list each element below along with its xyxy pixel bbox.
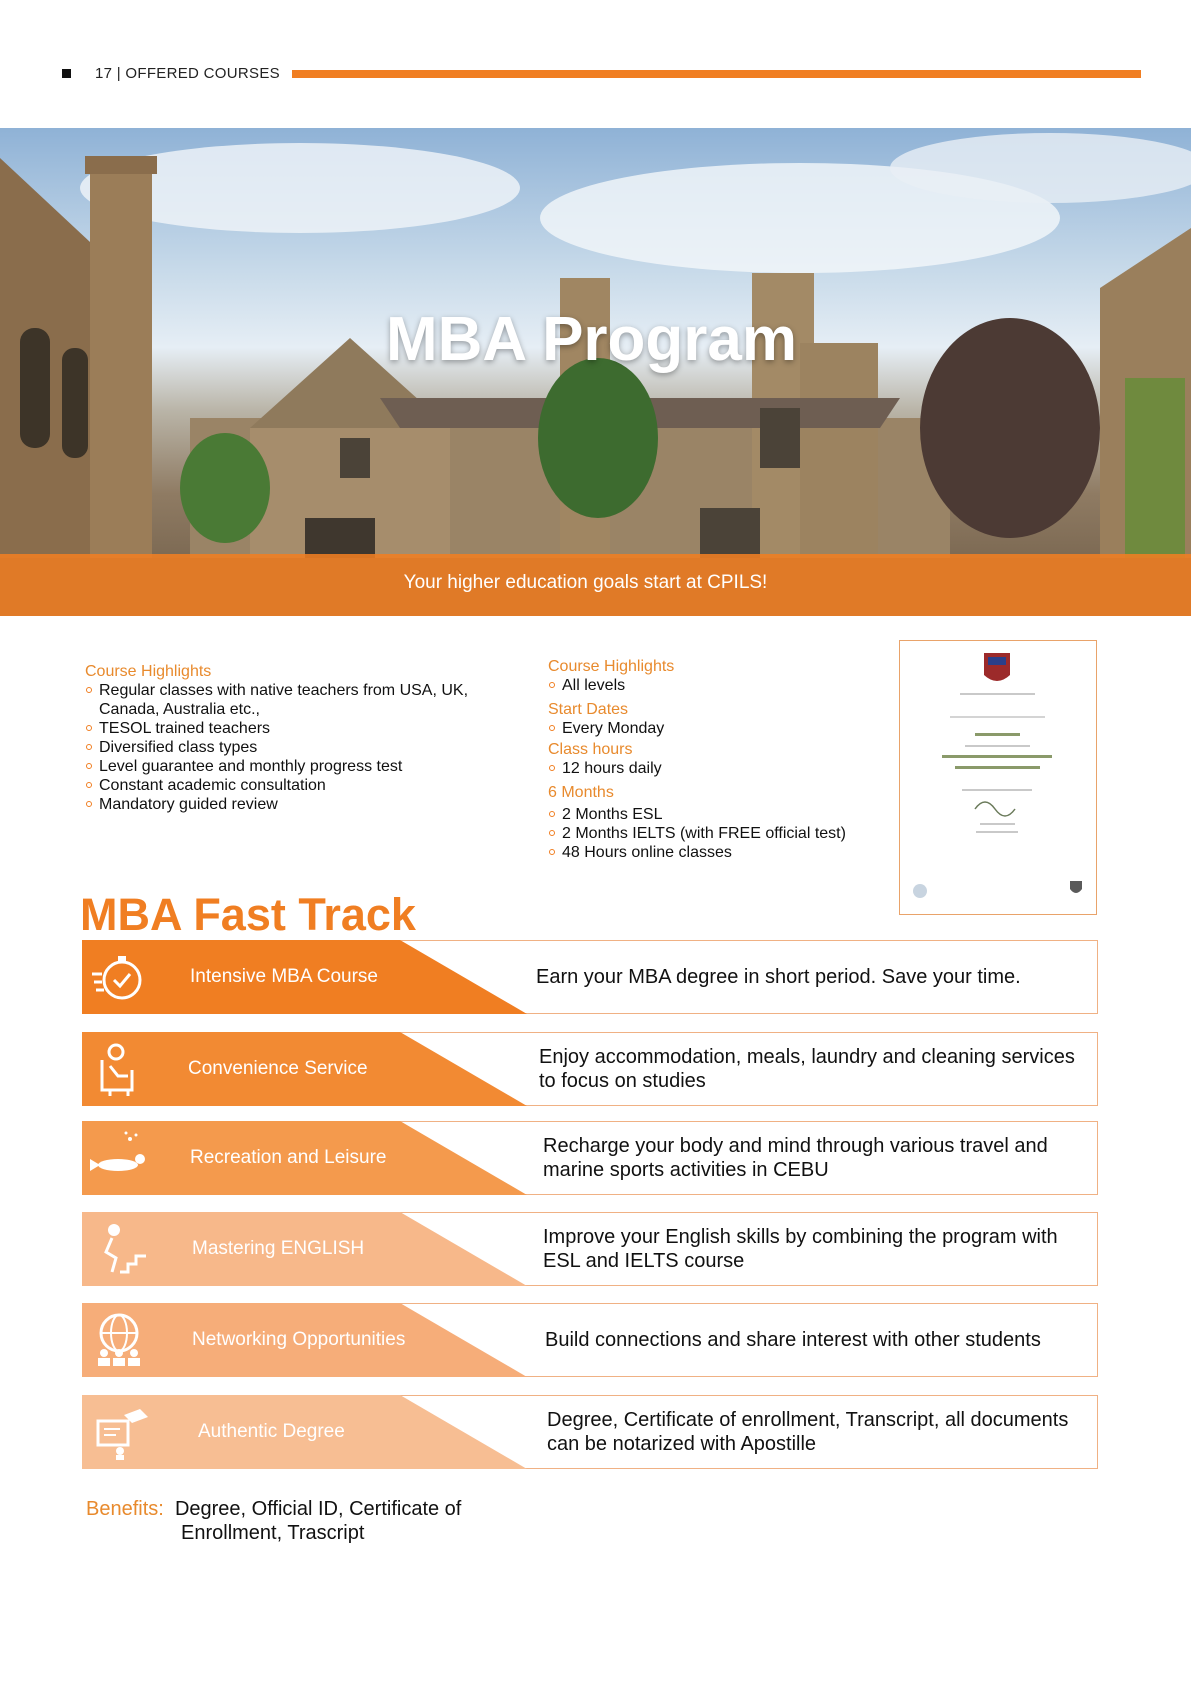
benefits-line-1: Degree, Official ID, Certificate of xyxy=(174,1498,462,1520)
fast-track-title: MBA Fast Track xyxy=(80,889,416,940)
list-item: Constant academic consultation xyxy=(85,776,485,795)
benefits xyxy=(86,1497,461,1545)
start-dates-section xyxy=(548,701,888,738)
list-item: 2 Months ESL xyxy=(548,805,888,824)
header-bar xyxy=(292,70,1141,78)
row-label: Recreation and Leisure xyxy=(190,1147,387,1168)
highlights-section xyxy=(548,658,888,695)
class-hours-section xyxy=(548,741,888,778)
fast-track-row-intensive-mba xyxy=(82,940,1098,1014)
climbing-stairs-icon xyxy=(90,1220,148,1278)
section-title: 6 Months xyxy=(548,784,614,801)
left-highlights-title: Course Highlights xyxy=(85,663,212,680)
right-course-highlights xyxy=(548,658,888,865)
section-title: Class hours xyxy=(548,741,633,758)
benefits-label: Benefits: xyxy=(86,1498,164,1520)
row-label: Authentic Degree xyxy=(198,1421,345,1442)
scuba-diver-icon xyxy=(90,1129,148,1187)
list-item: TESOL trained teachers xyxy=(85,719,485,738)
list-item: Mandatory guided review xyxy=(85,795,485,814)
hero-title: MBA Program xyxy=(385,305,798,374)
left-highlights-list xyxy=(85,681,485,814)
list-item: 48 Hours online classes xyxy=(548,843,888,862)
section-title: Start Dates xyxy=(548,701,629,718)
row-description: Recharge your body and mind through various travel and marine sports activities in CEBU xyxy=(543,1135,1048,1181)
fast-track-row-convenience-service xyxy=(82,1032,1098,1106)
row-description: Build connections and share interest with other students xyxy=(545,1329,1041,1351)
list-item: 2 Months IELTS (with FREE official test) xyxy=(548,824,888,843)
fast-track-row-mastering-english xyxy=(82,1212,1098,1286)
list-item: All levels xyxy=(548,676,888,695)
list-item: Level guarantee and monthly progress test xyxy=(85,757,485,776)
hero-tagline: Your higher education goals start at CPILS! xyxy=(403,572,768,593)
relaxing-chair-icon xyxy=(90,1040,148,1098)
list-item: Every Monday xyxy=(548,719,888,738)
benefits-line-2: Enrollment, Trascript xyxy=(181,1522,365,1544)
row-description: Enjoy accommodation, meals, laundry and cleaning services to focus on studies xyxy=(539,1046,1075,1092)
fast-track-row-networking xyxy=(82,1303,1098,1377)
row-label: Networking Opportunities xyxy=(192,1329,406,1350)
stopwatch-check-icon xyxy=(90,948,148,1006)
row-label: Mastering ENGLISH xyxy=(192,1238,365,1259)
list-item: Diversified class types xyxy=(85,738,485,757)
graduation-presentation-icon xyxy=(90,1403,148,1461)
left-course-highlights xyxy=(85,663,485,814)
page-label: 17 | OFFERED COURSES xyxy=(95,65,280,82)
section-title: Course Highlights xyxy=(548,658,675,675)
list-item: 12 hours daily xyxy=(548,759,888,778)
certificate-image xyxy=(899,640,1097,915)
row-description: Earn your MBA degree in short period. Save your time. xyxy=(536,966,1021,988)
university-crest-icon xyxy=(900,641,1095,913)
row-label: Intensive MBA Course xyxy=(190,966,378,987)
hero-image xyxy=(0,128,1191,616)
row-description: Improve your English skills by combining the program with ESL and IELTS course xyxy=(543,1226,1058,1272)
list-item: Regular classes with native teachers from USA, UK, Canada, Australia etc., xyxy=(85,681,485,719)
row-label: Convenience Service xyxy=(188,1058,368,1079)
fast-track-row-authentic-degree xyxy=(82,1395,1098,1469)
six-months-section xyxy=(548,784,888,862)
fast-track-row-recreation-leisure xyxy=(82,1121,1098,1195)
globe-people-icon xyxy=(90,1311,148,1369)
header-square xyxy=(62,69,71,78)
row-description: Degree, Certificate of enrollment, Transcript, all documents can be notarized with Apostille xyxy=(547,1409,1069,1455)
